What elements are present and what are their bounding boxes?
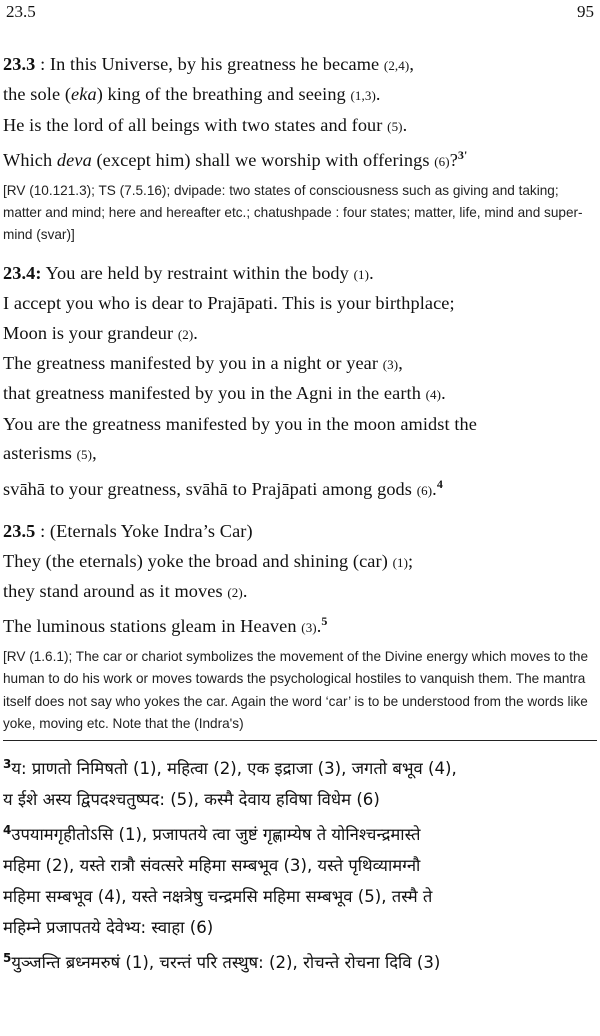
verse-line: Which deva (except him) shall we worship with offerings (6)?$^{3'}$ — [3, 148, 468, 171]
footnote-ref: 3' — [457, 148, 468, 163]
footnote-line: य ईशे अस्य द्विपदश्चतुष्पद: (5), कस्मै देवाय हविषा विधेम (6) — [3, 790, 380, 809]
verse-line: 23.4: You are held by restraint within the body (1). — [3, 262, 374, 283]
verse-line: The greatness manifested by you in a night or year (3), — [3, 353, 403, 374]
commentary-note: [RV (1.6.1); The car or chariot symbolizes the movement of the Divine energy which moves to the human to do his work or moves towards the psychological hostiles to vanquish them. The mantra itself does not say who yokes the car. Again the word ‘car’ is to be understood from the words like yoke, moving etc. Note that the (Indra's) — [3, 648, 589, 731]
footnote-line: महिम्ने प्रजापतये देवेभ्य: स्वाहा (6) — [3, 918, 214, 937]
footnote-mark: 4 — [3, 823, 12, 837]
verse-ref: 23.3 — [3, 54, 36, 74]
verse-line: I accept you who is dear to Prajāpati. This is your birthplace; — [3, 293, 455, 314]
page-number: 95 — [577, 2, 594, 21]
verse-23-4 — [3, 259, 597, 505]
verse-line: svāhā to your greatness, svāhā to Prajāpati among gods (6).$^4$ — [3, 476, 443, 499]
verse-line: they stand around as it moves (2). — [3, 580, 248, 601]
verse-line: 23.3 : In this Universe, by his greatness he became (2,4), — [3, 54, 414, 74]
footnote-line: $^5$युञ्जन्ति ब्रध्नमरुषं (1), चरन्तं परि तस्थुष: (2), रोचन्ते रोचना दिवि (3) — [3, 951, 441, 972]
verse-line: The luminous stations gleam in Heaven (3).$^5$ — [3, 614, 328, 637]
footnote-ref: 5 — [321, 614, 328, 629]
commentary-note: [RV (10.121.3); TS (7.5.16); dvipade: two states of consciousness such as giving and taking; matter and mind; here and hereafter etc.; chatushpade : four states; matter, life, mind and super-mind (svar)] — [3, 182, 583, 243]
footnote-line: $^3$य: प्राणतो निमिषतो (1), महित्वा (2), एक इद्राजा (3), जगतो बभूव (4), — [3, 757, 457, 778]
footnote-divider — [3, 740, 597, 741]
footnote-line: $^4$उपयामगृहीतोऽसि (1), प्रजापतये त्वा जुष्टं गृह्णाम्येष ते योनिश्चन्द्रमास्ते — [3, 823, 421, 844]
verse-line: You are the greatness manifested by you in the moon amidst the — [3, 413, 477, 434]
verse-line: Moon is your grandeur (2). — [3, 322, 198, 343]
verse-body — [3, 50, 597, 735]
footnote-mark: 5 — [3, 951, 12, 965]
footnote-mark: 3 — [3, 757, 12, 771]
verse-23-3 — [3, 50, 597, 247]
running-header — [6, 0, 594, 22]
verse-line: He is the lord of all beings with two states and four (5). — [3, 114, 408, 135]
verse-line: asterisms (5), — [3, 443, 97, 464]
verse-line: the sole (eka) king of the breathing and seeing (1,3). — [3, 84, 381, 105]
verse-line: that greatness manifested by you in the Agni in the earth (4). — [3, 383, 446, 404]
footnote-line: महिमा (2), यस्ते रात्रौ संवत्सरे महिमा सम्बभूव (3), यस्ते पृथिव्यामग्नौ — [3, 856, 421, 875]
verse-ref: 23.5 — [3, 521, 36, 542]
footnote-ref: 4 — [436, 476, 443, 491]
section-number: 23.5 — [6, 2, 36, 21]
verse-ref: 23.4: — [3, 262, 42, 283]
verse-line: They (the eternals) yoke the broad and shining (car) (1); — [3, 550, 414, 571]
verse-line: 23.5 : (Eternals Yoke Indra’s Car) — [3, 521, 253, 542]
footnotes — [3, 749, 597, 978]
verse-23-5 — [3, 517, 597, 735]
footnote-line: महिमा सम्बभूव (4), यस्ते नक्षत्रेषु चन्द्रमसि महिमा सम्बभूव (5), तस्मै ते — [3, 887, 433, 906]
